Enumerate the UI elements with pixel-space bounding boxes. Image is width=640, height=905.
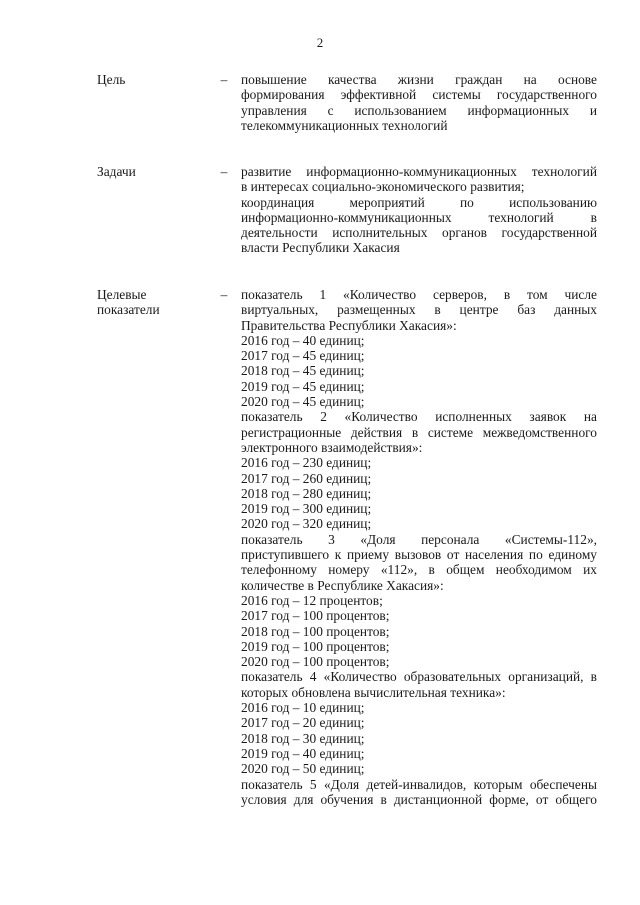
year-value-line: 2018 год – 280 единиц;: [241, 485, 372, 501]
year-value-line: 2020 год – 50 единиц;: [241, 761, 365, 777]
text-line: телекоммуникационных технологий: [241, 117, 448, 133]
text-line: деятельности исполнительных органов государственной: [241, 225, 597, 241]
year-value-line: 2017 год – 100 процентов;: [241, 608, 390, 624]
year-value-line: 2016 год – 10 единиц;: [241, 700, 365, 716]
year-value-line: 2019 год – 40 единиц;: [241, 745, 365, 761]
indicator-heading-line: которых обновлена вычислительная техника»:: [241, 684, 506, 700]
year-value-line: 2018 год – 30 единиц;: [241, 730, 365, 746]
indicator-heading-line: показатель 1 «Количество серверов, в том числе: [241, 287, 597, 302]
year-value-line: 2020 год – 320 единиц;: [241, 516, 372, 532]
text-line: управления с использованием информационных и: [241, 102, 597, 118]
text-line: повышение качества жизни граждан на основе: [241, 72, 597, 87]
year-value-line: 2017 год – 45 единиц;: [241, 348, 365, 364]
text-line: информационно-коммуникационных технологий в: [241, 209, 597, 225]
section-text: [241, 287, 597, 807]
section-label-line: Целевые: [97, 287, 147, 302]
section-label: Задачи: [97, 164, 136, 179]
indicator-heading-line: показатель 5 «Доля детей-инвалидов, которым обеспечены: [241, 776, 597, 792]
year-value-line: 2016 год – 12 процентов;: [241, 592, 383, 608]
indicator-heading-line: виртуальных, размещенных в центре баз данных: [241, 302, 597, 318]
year-value-line: 2018 год – 45 единиц;: [241, 363, 365, 379]
year-value-line: 2019 год – 100 процентов;: [241, 638, 390, 654]
year-value-line: 2020 год – 45 единиц;: [241, 394, 365, 410]
indicator-heading-line: условия для обучения в дистанционной форме, от общего: [241, 791, 597, 807]
section-text: [241, 72, 597, 133]
indicator-heading-line: телефонному номеру «112», в общем необходимом их: [241, 562, 597, 578]
indicator-heading-line: электронного взаимодействия»:: [241, 439, 423, 455]
section-label: Цель: [97, 72, 126, 87]
section-text: [241, 164, 597, 256]
dash: –: [220, 287, 228, 302]
text-line: формирования эффективной системы государственного: [241, 87, 597, 103]
year-value-line: 2017 год – 20 единиц;: [241, 715, 365, 731]
year-value-line: 2020 год – 100 процентов;: [241, 654, 390, 670]
indicator-heading-line: показатель 3 «Доля персонала «Системы-112»,: [241, 531, 597, 547]
indicator-heading-line: Правительства Республики Хакасия»:: [241, 317, 457, 333]
indicator-heading-line: количестве в Республике Хакасия»:: [241, 577, 444, 593]
year-value-line: 2018 год – 100 процентов;: [241, 623, 390, 639]
section-label: [97, 287, 207, 318]
year-value-line: 2016 год – 230 единиц;: [241, 455, 372, 471]
text-line: власти Республики Хакасия: [241, 240, 400, 256]
indicator-heading-line: показатель 2 «Количество исполненных заявок на: [241, 409, 597, 425]
dash: –: [220, 164, 228, 179]
text-line: развитие информационно-коммуникационных технологий: [241, 164, 597, 179]
indicator-heading-line: показатель 4 «Количество образовательных организаций, в: [241, 669, 597, 685]
year-value-line: 2019 год – 45 единиц;: [241, 378, 365, 394]
year-value-line: 2017 год – 260 единиц;: [241, 470, 372, 486]
indicator-heading-line: регистрационные действия в системе межведомственного: [241, 424, 597, 440]
year-value-line: 2019 год – 300 единиц;: [241, 501, 372, 517]
text-line: в интересах социально-экономического развития;: [241, 179, 525, 195]
indicator-heading-line: приступившего к приему вызовов от населения по единому: [241, 547, 597, 563]
section-label-line: показатели: [97, 302, 160, 318]
year-value-line: 2016 год – 40 единиц;: [241, 332, 365, 348]
dash: –: [220, 72, 228, 87]
text-line: координация мероприятий по использованию: [241, 194, 597, 210]
page-number: 2: [316, 35, 324, 50]
